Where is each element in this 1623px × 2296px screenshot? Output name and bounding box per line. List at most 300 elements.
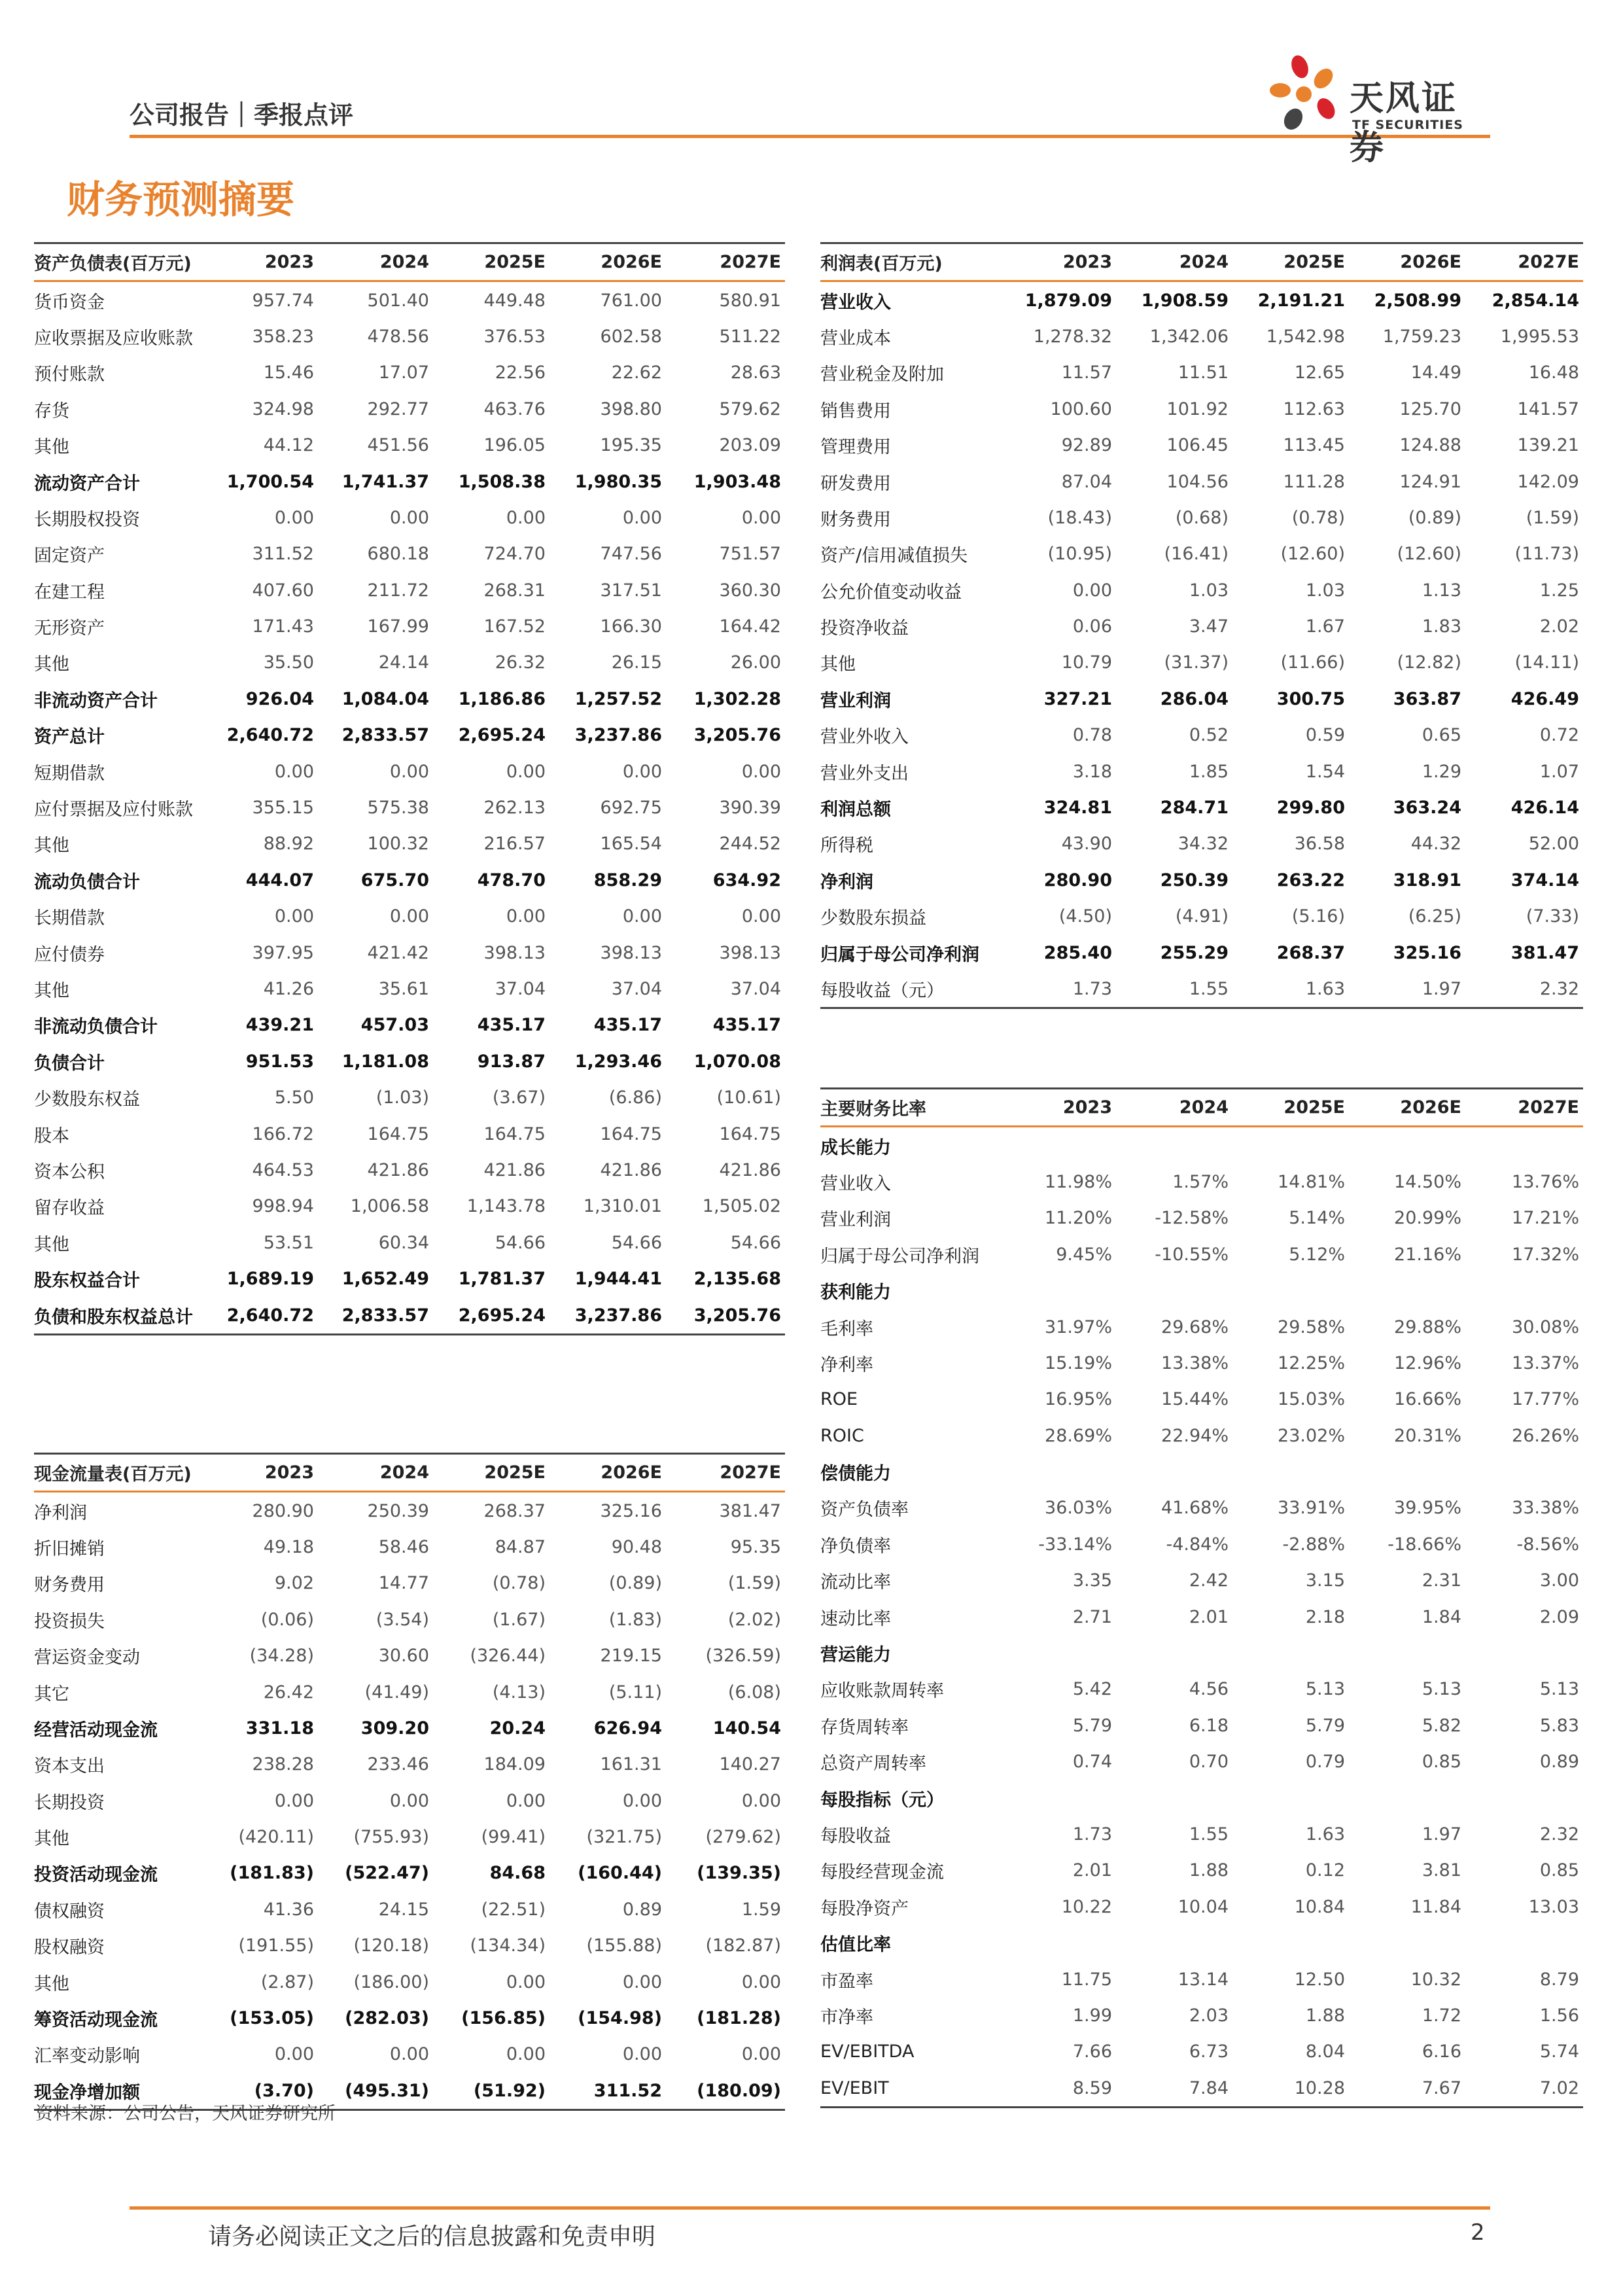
row-label: 营业利润 [820,690,891,711]
year-header: 2026E [550,1454,666,1492]
row-label: 资产负债率 [820,1500,909,1521]
table-row [820,1309,1583,1345]
cell-value: (1.67) [492,1609,546,1630]
cell-value: 398.80 [600,398,662,419]
table-row [820,2034,1583,2070]
cell-value: (155.88) [586,1935,662,1956]
cell-value: 22.94% [1161,1425,1229,1446]
cell-value: 0.00 [622,906,662,927]
cell-value: 113.45 [1283,435,1345,456]
balance-sheet-table [34,242,785,1335]
table-row [34,1261,785,1297]
cell-value: 421.42 [367,942,429,963]
cell-value: 104.56 [1166,471,1229,492]
cell-value: 37.04 [730,979,781,999]
table-row [34,645,785,680]
cell-value [1003,1127,1116,1164]
cell-value: 280.90 [1043,870,1112,891]
cell-value: 325.16 [1393,942,1461,963]
row-label: 筹资活动现金流 [34,2010,158,2031]
cell-value: 24.15 [378,1899,429,1920]
row-label: 成长能力 [820,1137,891,1158]
table-row [34,2000,785,2036]
cell-value: 3.00 [1539,1570,1579,1591]
cell-value: 3.18 [1072,761,1112,782]
table-row [820,1708,1583,1744]
cell-value [1232,1127,1349,1164]
cell-value: 36.03% [1045,1498,1112,1519]
cell-value: 262.13 [483,798,546,819]
section-row [820,1780,1583,1816]
cell-value: 28.63 [730,362,781,383]
cell-value [1232,1780,1349,1816]
cell-value: (99.41) [481,1827,546,1848]
row-label: 偿债能力 [820,1464,891,1485]
table-row [820,427,1583,463]
row-label: 每股指标（元） [820,1790,944,1810]
cell-value: 195.35 [600,435,662,456]
table-row [820,1200,1583,1236]
row-label: 货币资金 [34,292,105,313]
cell-value: 29.58% [1278,1316,1345,1337]
cell-value: (3.70) [205,2073,318,2110]
row-label: 预付账款 [34,364,105,385]
cell-value: 280.90 [252,1500,314,1521]
cash-flow-table [34,1453,785,2111]
section-row [820,1454,1583,1490]
row-label: 股本 [34,1125,69,1146]
row-label: 投资活动现金流 [34,1865,158,1886]
year-header: 2023 [205,1454,318,1492]
cell-value: 106.45 [1166,435,1229,456]
row-label: 汇率变动影响 [34,2046,140,2067]
cell-value: 451.56 [367,435,429,456]
cell-value: 439.21 [245,1015,314,1036]
cell-value: 30.08% [1512,1316,1579,1337]
cell-value: (182.87) [705,1935,781,1956]
cell-value: 747.56 [600,544,662,565]
table-row [34,1492,785,1529]
cell-value: (11.66) [1280,652,1345,673]
cell-value: 3,205.76 [693,725,781,746]
cell-value: 13.38% [1161,1352,1229,1373]
cell-value: 39.95% [1394,1498,1461,1519]
table-row [34,862,785,898]
cell-value: 34.32 [1178,834,1229,855]
cell-value: 167.52 [483,616,546,637]
cell-value: 1.59 [741,1899,781,1920]
cell-value: 501.40 [367,290,429,311]
cell-value: 1,689.19 [226,1269,314,1290]
cell-value [1349,1454,1465,1490]
cell-value: 381.47 [719,1500,781,1521]
table-row [34,1855,785,1891]
cell-value: 0.59 [1305,725,1345,746]
cell-value: 426.49 [1510,688,1579,709]
table-row [34,1116,785,1152]
year-header: 2026E [1349,1089,1465,1127]
cell-value: 255.29 [1160,942,1229,963]
cell-value: 20.24 [489,1718,546,1739]
table-row [820,645,1583,680]
row-label: 归属于母公司净利润 [820,944,979,965]
table-row [820,1418,1583,1454]
cell-value: 1,759.23 [1382,326,1461,347]
cell-value: (154.98) [578,2008,662,2029]
cell-value: 449.48 [483,290,546,311]
table-row [34,2036,785,2072]
row-label: 资产总计 [34,727,105,748]
year-header: 2024 [318,243,433,281]
table-row [820,898,1583,934]
cell-value: 1.88 [1189,1860,1229,1881]
table-row [34,1710,785,1746]
cell-value: 21.16% [1394,1244,1461,1265]
cell-value: 1,070.08 [693,1051,781,1072]
cell-value: 37.04 [495,979,546,999]
cell-value [1465,1780,1583,1816]
cell-value: 6.18 [1189,1715,1229,1736]
cell-value: 111.28 [1283,471,1345,492]
cell-value: 1,944.41 [574,1269,662,1290]
row-label: 其他 [34,981,69,1001]
cell-value: 1,980.35 [574,471,662,492]
cell-value: (6.08) [727,1682,781,1703]
logo-subtitle: TF SECURITIES [1352,118,1463,132]
cell-value: 951.53 [245,1051,314,1072]
source-note: 资料来源：公司公告，天风证券研究所 [35,2104,336,2124]
row-label: ROIC [820,1425,864,1446]
table-row [820,934,1583,970]
cell-value: (22.51) [481,1899,546,1920]
table-header-row [34,1454,785,1492]
cell-value: 324.81 [1043,798,1112,819]
cell-value: (153.05) [230,2008,314,2029]
table-row [820,1744,1583,1780]
cell-value: 913.87 [477,1051,546,1072]
cell-value: (156.85) [461,2008,546,2029]
cell-value: 37.04 [611,979,662,999]
cell-value: 751.57 [719,544,781,565]
cell-value: 22.56 [495,362,546,383]
cell-value: 13.03 [1528,1896,1579,1917]
row-label: 净利率 [820,1354,873,1375]
cell-value: 84.87 [495,1536,546,1557]
cell-value: 580.91 [719,290,781,311]
cell-value [1465,1635,1583,1671]
table-header-row [820,1089,1583,1127]
cell-value: 0.00 [506,761,546,782]
row-label: 存货 [34,400,69,421]
cell-value: (180.09) [666,2073,785,2110]
cell-value: 579.62 [719,398,781,419]
cell-value: 398.13 [600,942,662,963]
cell-value: 49.18 [263,1536,314,1557]
row-label: 应付票据及应付账款 [34,800,193,821]
cell-value: (7.33) [1526,906,1579,927]
report-category: 公司报告｜季报点评 [130,101,354,130]
cell-value: 2,695.24 [433,1297,550,1334]
cell-value: (279.62) [705,1827,781,1848]
cell-value [1465,1127,1583,1164]
cell-value: 374.14 [1510,870,1579,891]
cell-value: 0.00 [622,2044,662,2065]
cell-value: 1,302.28 [693,688,781,709]
cell-value: (326.44) [470,1646,546,1667]
cell-value: 0.65 [1422,725,1461,746]
year-header: 2026E [1349,243,1465,281]
cell-value: 1.97 [1349,971,1465,1008]
cell-value: 0.00 [1072,580,1112,601]
cell-value: 141.57 [1517,398,1579,419]
cell-value: (160.44) [578,1863,662,1884]
year-header: 2027E [666,243,785,281]
cell-value: 2.32 [1539,1824,1579,1845]
cell-value: 13.37% [1512,1352,1579,1373]
income-statement-table [820,242,1583,1009]
cell-value: (321.75) [586,1827,662,1848]
cell-value: 24.14 [378,652,429,673]
cell-value: 0.00 [622,761,662,782]
cell-value: 2.02 [1539,616,1579,637]
cell-value: 444.07 [245,870,314,891]
row-label: 其他 [34,654,69,675]
cell-value: 29.88% [1394,1316,1461,1337]
cell-value: 124.88 [1399,435,1461,456]
row-label: EV/EBIT [820,2070,1003,2108]
cell-value [1003,1454,1116,1490]
cell-value: (6.25) [1408,906,1461,927]
cell-value: 1,741.37 [341,471,429,492]
table-row [34,681,785,717]
cell-value: 15.19% [1045,1352,1112,1373]
cell-value: 87.04 [1061,471,1112,492]
table-row [34,1080,785,1116]
cell-value: 398.13 [483,942,546,963]
table-row [34,1602,785,1638]
row-label: 资本支出 [34,1756,105,1777]
row-label: 折旧摊销 [34,1538,105,1559]
cell-value: 464.53 [252,1159,314,1180]
row-label: 速动比率 [820,1608,891,1629]
cell-value: (0.89) [608,1573,662,1594]
cell-value: -8.56% [1516,1534,1579,1555]
cell-value: 166.72 [252,1123,314,1144]
cell-value: 1.57% [1172,1171,1229,1192]
row-label: 营业外收入 [820,727,909,748]
table-row [34,319,785,355]
cell-value: 164.75 [367,1123,429,1144]
cell-value: 26.32 [495,652,546,673]
cell-value: 35.50 [263,652,314,673]
cell-value: 9.02 [274,1573,314,1594]
table-row [34,971,785,1007]
table-row [820,790,1583,826]
cell-value [1232,1273,1349,1309]
cell-value: 1.25 [1539,580,1579,601]
cell-value: 88.92 [263,834,314,855]
table-title: 资产负债表(百万元) [34,243,205,281]
cell-value: 421.86 [600,1159,662,1180]
cell-value: 11.57 [1061,362,1112,383]
cell-value: 44.12 [263,435,314,456]
cell-value: 2.42 [1189,1570,1229,1591]
row-label: 短期借款 [34,763,105,784]
row-label: 投资净收益 [820,618,909,639]
cell-value: 1,084.04 [341,688,429,709]
table-row [820,753,1583,789]
cell-value: (495.31) [318,2073,433,2110]
cell-value: 60.34 [378,1232,429,1253]
cell-value: 17.32% [1512,1244,1579,1265]
cell-value: (51.92) [433,2073,550,2110]
financial-ratios-table [820,1087,1583,2108]
cell-value: (139.35) [697,1863,781,1884]
page-title: 财务预测摘要 [67,177,295,222]
cell-value: (4.50) [1058,906,1112,927]
cell-value: 0.70 [1189,1752,1229,1773]
cell-value: 161.31 [600,1754,662,1775]
cell-value: 1.88 [1305,2005,1345,2026]
cell-value: -33.14% [1038,1534,1112,1555]
row-label: 长期股权投资 [34,509,140,530]
cell-value: 397.95 [252,942,314,963]
cell-value: 1.13 [1422,580,1461,601]
cell-value: 1,181.08 [341,1051,429,1072]
logo-wordmark: 天风证券 [1350,79,1458,168]
table-row [820,1345,1583,1381]
cell-value [1116,1780,1232,1816]
cell-value: 184.09 [483,1754,546,1775]
row-label: ROE [820,1389,858,1410]
cell-value: 0.89 [1539,1752,1579,1773]
cell-value: 1.73 [1072,1824,1112,1845]
table-row [34,427,785,463]
cell-value [1116,1635,1232,1671]
row-label: 流动负债合计 [34,872,140,892]
cell-value: 0.00 [389,1790,429,1811]
cell-value: 2.03 [1189,2005,1229,2026]
table-title: 现金流量表(百万元) [34,1454,205,1492]
cell-value: 1,542.98 [1266,326,1345,347]
cell-value: 634.92 [712,870,781,891]
row-label: 其他 [34,836,69,857]
table-row [820,1527,1583,1563]
cell-value: 0.00 [506,1971,546,1992]
cell-value: 11.75 [1061,1969,1112,1990]
year-header: 2023 [1003,243,1116,281]
cell-value: 675.70 [360,870,429,891]
cell-value: 11.98% [1045,1171,1112,1192]
table-row [34,1297,785,1334]
cell-value: (134.34) [470,1935,546,1956]
cell-value: 5.13 [1305,1679,1345,1700]
cell-value: 26.42 [263,1682,314,1703]
cell-value: 324.98 [252,398,314,419]
cell-value: 511.22 [719,326,781,347]
cell-value: 0.85 [1422,1752,1461,1773]
cell-value: (0.89) [1408,507,1461,528]
cell-value: 2.71 [1072,1606,1112,1627]
table-header-row [34,243,785,281]
cell-value: 11.51 [1178,362,1229,383]
cell-value: 957.74 [252,290,314,311]
cell-value: 1,908.59 [1141,290,1229,311]
cell-value: 284.71 [1160,798,1229,819]
cell-value: 10.84 [1294,1896,1345,1917]
cell-value: 11.20% [1045,1208,1112,1229]
row-label: 无形资产 [34,618,105,639]
row-label: 应付债券 [34,944,105,965]
cell-value: 16.48 [1528,362,1579,383]
cell-value: 602.58 [600,326,662,347]
cell-value: 761.00 [600,290,662,311]
cell-value: 2.01 [1072,1860,1112,1881]
cell-value: 2,640.72 [226,725,314,746]
cell-value: 2.09 [1539,1606,1579,1627]
cell-value: 263.22 [1276,870,1345,891]
year-header: 2024 [1116,1089,1232,1127]
cell-value: 2.32 [1465,971,1583,1008]
table-row [34,355,785,391]
cell-value: 435.17 [477,1015,546,1036]
row-label: 其它 [34,1684,69,1704]
cell-value: (181.83) [230,1863,314,1884]
cell-value [1232,1635,1349,1671]
cell-value: (120.18) [353,1935,429,1956]
table-row [34,717,785,753]
cell-value: 285.40 [1043,942,1112,963]
cell-value: 1.85 [1189,761,1229,782]
cell-value: 0.00 [506,1790,546,1811]
cell-value: (10.95) [1047,544,1112,565]
cell-value: 0.00 [741,1790,781,1811]
cell-value: 0.00 [506,2044,546,2065]
row-label: 营业收入 [820,292,891,313]
table-row [820,1598,1583,1634]
cell-value [1349,1273,1465,1309]
cell-value: 3.81 [1422,1860,1461,1881]
cell-value: 140.27 [719,1754,781,1775]
year-header: 2023 [1003,1089,1116,1127]
cell-value: 5.12% [1289,1244,1345,1265]
row-label: 销售费用 [820,400,891,421]
cell-value: 10.79 [1061,652,1112,673]
cell-value: 26.00 [730,652,781,673]
cell-value: 0.00 [622,507,662,528]
year-header: 2025E [433,1454,550,1492]
cell-value: 1.67 [1305,616,1345,637]
cell-value: (1.83) [608,1609,662,1630]
cell-value: (3.67) [492,1087,546,1108]
cell-value: (0.78) [1291,507,1345,528]
cell-value: 1.56 [1539,2005,1579,2026]
cell-value: (12.60) [1397,544,1461,565]
cell-value: 1.84 [1422,1606,1461,1627]
table-row [820,500,1583,536]
row-label: 营业成本 [820,328,891,349]
page-number: 2 [1471,2219,1485,2246]
cell-value: 0.00 [274,761,314,782]
cell-value: 30.60 [378,1646,429,1667]
table-row [34,1007,785,1043]
cell-value: 2.18 [1305,1606,1345,1627]
cell-value: (755.93) [353,1827,429,1848]
table-row [820,862,1583,898]
cell-value: 125.70 [1399,398,1461,419]
table-row [34,1152,785,1188]
row-label: 负债合计 [34,1053,105,1074]
